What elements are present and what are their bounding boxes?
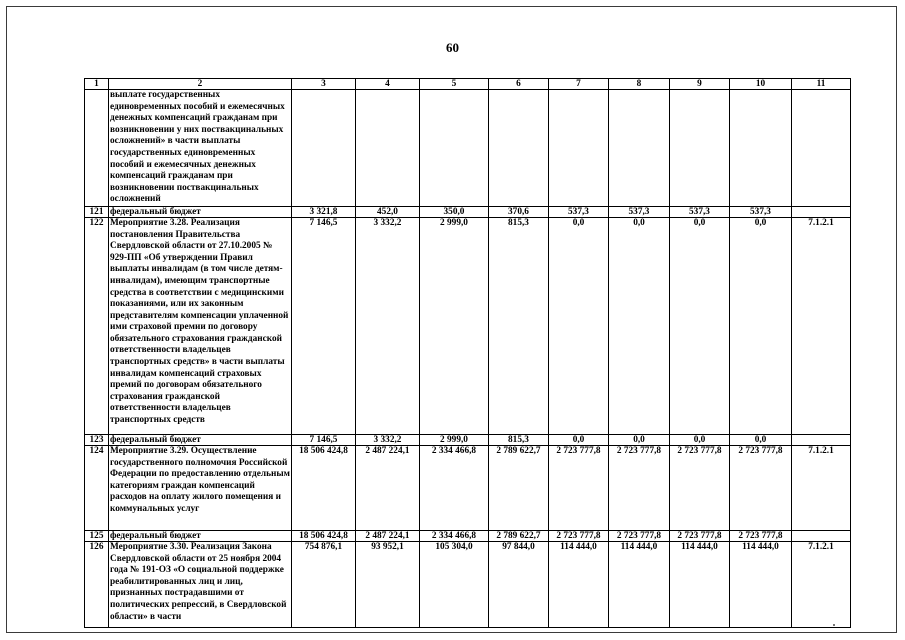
value-cell: 537,3 xyxy=(549,206,609,217)
value-cell: 2 999,0 xyxy=(420,434,489,445)
table-row xyxy=(85,434,851,445)
value-cell: 97 844,0 xyxy=(489,541,549,627)
row-description: выплате государственных единовременных пособий и ежемесячных денежных компенсаций гражданам при возникновении у них поствакцинальных осложнений» в части выплаты государственных единовременных пособий и ежемесячных денежных компенсаций гражданам при возникновении поствакцинальных осложнений xyxy=(109,90,292,207)
column-header: 3 xyxy=(292,79,356,90)
target-code xyxy=(792,530,851,541)
target-code: 7.1.2.1 xyxy=(792,445,851,530)
value-cell: 3 332,2 xyxy=(356,434,420,445)
row-number: 121 xyxy=(85,206,109,217)
value-cell xyxy=(489,90,549,207)
table-row xyxy=(85,445,851,530)
value-cell: 7 146,5 xyxy=(292,434,356,445)
column-header: 6 xyxy=(489,79,549,90)
value-cell: 2 723 777,8 xyxy=(609,530,670,541)
value-cell: 2 334 466,8 xyxy=(420,445,489,530)
column-header: 7 xyxy=(549,79,609,90)
value-cell xyxy=(549,90,609,207)
value-cell: 0,0 xyxy=(730,434,792,445)
value-cell: 2 723 777,8 xyxy=(549,445,609,530)
column-header: 8 xyxy=(609,79,670,90)
value-cell: 93 952,1 xyxy=(356,541,420,627)
value-cell: 3 321,8 xyxy=(292,206,356,217)
value-cell: 2 487 224,1 xyxy=(356,530,420,541)
row-description: Мероприятие 3.29. Осуществление государственного полномочия Российской Федерации по предоставлению отдельным категориям граждан компенсаций расходов на оплату жилого помещения и коммунальных услуг xyxy=(109,445,292,530)
scan-speck xyxy=(833,624,835,626)
value-cell: 3 332,2 xyxy=(356,217,420,434)
row-description: Мероприятие 3.30. Реализация Закона Свердловской области от 25 ноября 2004 года № 191-ОЗ «О социальной поддержке реабилитированных лиц и лиц, признанных пострадавшими от политических репрессий, в Свердловской области» в части xyxy=(109,541,292,627)
row-description: федеральный бюджет xyxy=(109,434,292,445)
value-cell: 2 723 777,8 xyxy=(730,445,792,530)
value-cell: 2 789 622,7 xyxy=(489,445,549,530)
row-description: федеральный бюджет xyxy=(109,206,292,217)
value-cell: 754 876,1 xyxy=(292,541,356,627)
value-cell: 370,6 xyxy=(489,206,549,217)
value-cell: 114 444,0 xyxy=(730,541,792,627)
budget-table xyxy=(84,78,851,628)
value-cell: 2 334 466,8 xyxy=(420,530,489,541)
table-row xyxy=(85,530,851,541)
row-description: Мероприятие 3.28. Реализация постановления Правительства Свердловской области от 27.10.2005 № 929-ПП «Об утверждении Правил выплаты инвалидам (в том числе детям-инвалидам), имеющим транспортные средства в соответствии с медицинскими показаниями, или их законным представителям компенсации уплаченной ими страховой премии по договору обязательного страхования гражданской ответственности владельцев транспортных средств» в части выплаты инвалидам компенсаций страховых премий по договорам обязательного страхования гражданской ответственности владельцев транспортных средств xyxy=(109,217,292,434)
column-header: 4 xyxy=(356,79,420,90)
column-header: 10 xyxy=(730,79,792,90)
target-code xyxy=(792,206,851,217)
value-cell: 2 487 224,1 xyxy=(356,445,420,530)
header-row xyxy=(85,79,851,90)
table-row xyxy=(85,217,851,434)
value-cell: 2 723 777,8 xyxy=(730,530,792,541)
value-cell: 0,0 xyxy=(670,434,730,445)
value-cell: 18 506 424,8 xyxy=(292,530,356,541)
value-cell: 2 723 777,8 xyxy=(609,445,670,530)
row-number xyxy=(85,90,109,207)
value-cell: 18 506 424,8 xyxy=(292,445,356,530)
value-cell: 2 999,0 xyxy=(420,217,489,434)
value-cell xyxy=(292,90,356,207)
column-header: 1 xyxy=(85,79,109,90)
column-header: 2 xyxy=(109,79,292,90)
target-code: 7.1.2.1 xyxy=(792,541,851,627)
row-number: 122 xyxy=(85,217,109,434)
column-header: 5 xyxy=(420,79,489,90)
value-cell xyxy=(420,90,489,207)
value-cell: 2 723 777,8 xyxy=(670,445,730,530)
value-cell: 0,0 xyxy=(670,217,730,434)
value-cell: 537,3 xyxy=(609,206,670,217)
row-number: 124 xyxy=(85,445,109,530)
value-cell: 114 444,0 xyxy=(670,541,730,627)
value-cell xyxy=(609,90,670,207)
table-row xyxy=(85,206,851,217)
value-cell: 815,3 xyxy=(489,434,549,445)
value-cell: 0,0 xyxy=(609,217,670,434)
value-cell: 2 723 777,8 xyxy=(549,530,609,541)
value-cell: 114 444,0 xyxy=(609,541,670,627)
page-number: 60 xyxy=(446,40,459,55)
value-cell: 0,0 xyxy=(609,434,670,445)
row-number: 125 xyxy=(85,530,109,541)
table-row xyxy=(85,541,851,627)
value-cell: 452,0 xyxy=(356,206,420,217)
value-cell: 350,0 xyxy=(420,206,489,217)
table-row xyxy=(85,90,851,207)
value-cell xyxy=(730,90,792,207)
value-cell: 7 146,5 xyxy=(292,217,356,434)
row-description: федеральный бюджет xyxy=(109,530,292,541)
value-cell: 2 789 622,7 xyxy=(489,530,549,541)
value-cell: 537,3 xyxy=(730,206,792,217)
row-number: 123 xyxy=(85,434,109,445)
value-cell xyxy=(670,90,730,207)
row-number: 126 xyxy=(85,541,109,627)
value-cell xyxy=(356,90,420,207)
column-header: 11 xyxy=(792,79,851,90)
value-cell: 0,0 xyxy=(549,434,609,445)
target-code: 7.1.2.1 xyxy=(792,217,851,434)
value-cell: 815,3 xyxy=(489,217,549,434)
value-cell: 114 444,0 xyxy=(549,541,609,627)
value-cell: 105 304,0 xyxy=(420,541,489,627)
target-code xyxy=(792,90,851,207)
value-cell: 2 723 777,8 xyxy=(670,530,730,541)
value-cell: 0,0 xyxy=(549,217,609,434)
value-cell: 537,3 xyxy=(670,206,730,217)
target-code xyxy=(792,434,851,445)
column-header: 9 xyxy=(670,79,730,90)
value-cell: 0,0 xyxy=(730,217,792,434)
